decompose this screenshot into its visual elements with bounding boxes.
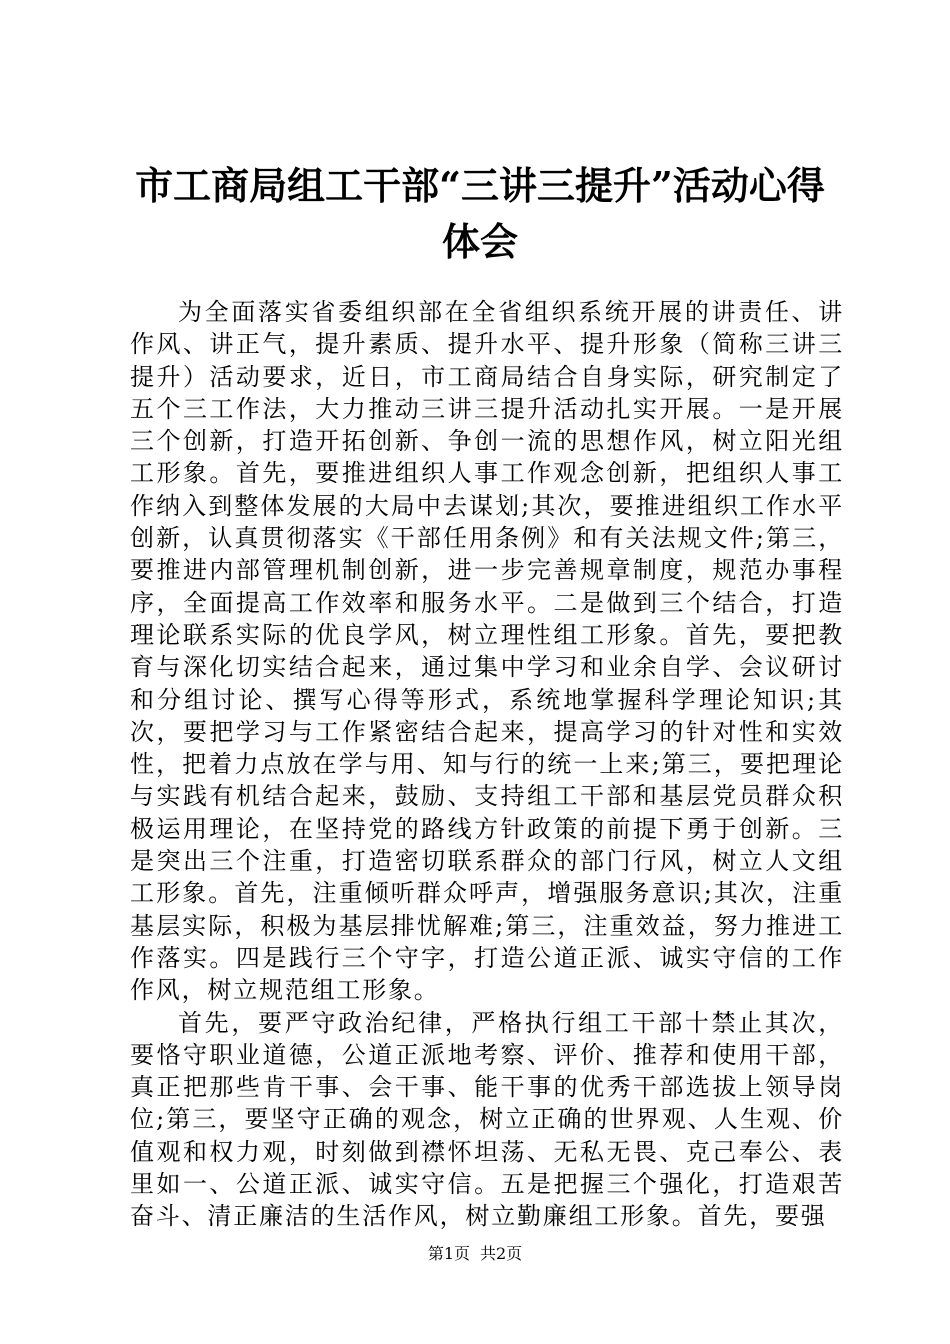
page-number: 第1页 [427, 1244, 470, 1263]
document-body [130, 296, 844, 1233]
body-paragraph: 首先，要严守政治纪律，严格执行组工干部十禁止其次，要恪守职业道德，公道正派地考察、评价、推荐和使用干部，真正把那些肯干事、会干事、能干事的优秀干部选拔上领导岗位;第三，要坚守正确的观念，树立正确的世界观、人生观、价值观和权力观，时刻做到襟怀坦荡、无私无畏、克己奉公、表里如一、公道正派、诚实守信。五是把握三个强化，打造艰苦奋斗、清正廉洁的生活作风，树立勤廉组工形象。首先，要强 [130, 1008, 844, 1231]
body-paragraph: 为全面落实省委组织部在全省组织系统开展的讲责任、讲作风、讲正气，提升素质、提升水平、提升形象（简称三讲三提升）活动要求，近日，市工商局结合自身实际，研究制定了五个三工作法，大力推动三讲三提升活动扎实开展。一是开展三个创新，打造开拓创新、争创一流的思想作风，树立阳光组工形象。首先，要推进组织人事工作观念创新，把组织人事工作纳入到整体发展的大局中去谋划;其次，要推进组织工作水平创新，认真贯彻落实《干部任用条例》和有关法规文件;第三，要推进内部管理机制创新，进一步完善规章制度，规范办事程序，全面提高工作效率和服务水平。二是做到三个结合，打造理论联系实际的优良学风，树立理性组工形象。首先，要把教育与深化切实结合起来，通过集中学习和业余自学、会议研讨和分组讨论、撰写心得等形式，系统地掌握科学理论知识;其次，要把学习与工作紧密结合起来，提高学习的针对性和实效性，把着力点放在学与用、知与行的统一上来;第三，要把理论与实践有机结合起来，鼓励、支持组工干部和基层党员群众积极运用理论，在坚持党的路线方针政策的前提下勇于创新。三是突出三个注重，打造密切联系群众的部门行风，树立人文组工形象。首先，注重倾听群众呼声，增强服务意识;其次，注重基层实际，积极为基层排忧解难;第三，注重效益，努力推进工作落实。四是践行三个守字，打造公道正派、诚实守信的工作作风，树立规范组工形象。 [130, 298, 844, 1005]
page-total: 共2页 [480, 1244, 523, 1263]
page-footer [0, 1244, 950, 1264]
document-title: 市工商局组工干部“三讲三提升”活动心得体会 [135, 163, 825, 264]
